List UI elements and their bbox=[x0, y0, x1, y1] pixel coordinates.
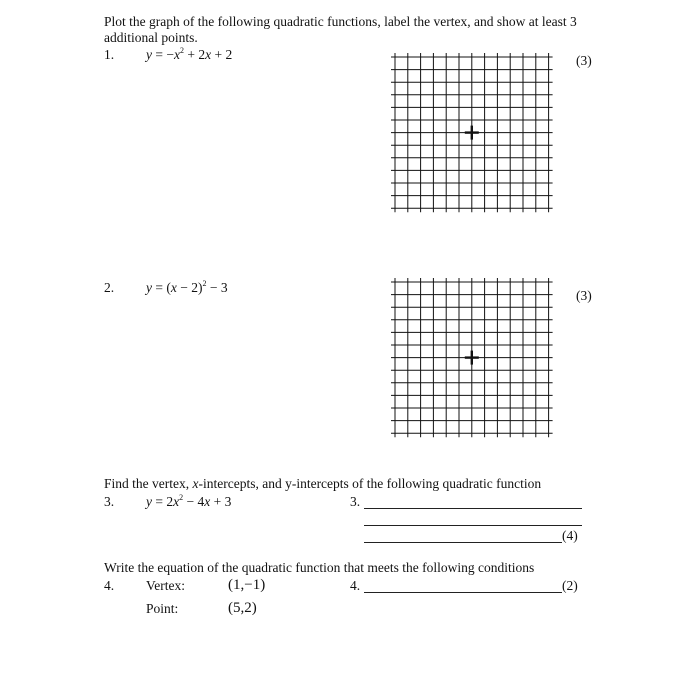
problem-1-number: 1. bbox=[104, 47, 115, 62]
answer-4-line[interactable] bbox=[364, 592, 562, 593]
problem-1-graph-grid[interactable] bbox=[389, 51, 553, 213]
problem-4-points: (2) bbox=[562, 578, 578, 593]
problem-1-points: (3) bbox=[576, 53, 592, 68]
problem-4-number: 4. bbox=[104, 578, 115, 593]
problem-2-graph-grid[interactable] bbox=[389, 276, 553, 438]
problem-1-equation: $y = -x^2 + 2x + 2$ bbox=[146, 46, 233, 62]
problem-3-points: (4) bbox=[562, 528, 578, 543]
instructions-line-1: Plot the graph of the following quadratic functions, label the vertex, and show at least 3 bbox=[104, 14, 577, 29]
answer-4-label: 4. bbox=[350, 578, 361, 593]
instructions-line-2: additional points. bbox=[104, 30, 198, 45]
vertex-value: (1,−1) bbox=[228, 577, 266, 593]
problem-3-equation: $y = 2x^2 - 4x + 3$ bbox=[146, 493, 232, 509]
vertex-label: Vertex: bbox=[146, 578, 185, 593]
answer-3-line-3[interactable] bbox=[364, 542, 562, 543]
point-label: Point: bbox=[146, 601, 179, 616]
problem-2-number: 2. bbox=[104, 280, 115, 295]
answer-3-line-1[interactable] bbox=[364, 508, 582, 509]
problem-3-number: 3. bbox=[104, 494, 115, 509]
answer-3-label: 3. bbox=[350, 494, 361, 509]
find-section-heading: Find the vertex, x-intercepts, and y-intercepts of the following quadratic function bbox=[104, 476, 542, 491]
answer-3-line-2[interactable] bbox=[364, 525, 582, 526]
write-section-heading: Write the equation of the quadratic function that meets the following conditions bbox=[104, 560, 535, 575]
point-value: (5,2) bbox=[228, 600, 257, 616]
problem-2-equation: $y = (x - 2)^2 - 3$ bbox=[146, 279, 228, 295]
problem-2-points: (3) bbox=[576, 288, 592, 303]
